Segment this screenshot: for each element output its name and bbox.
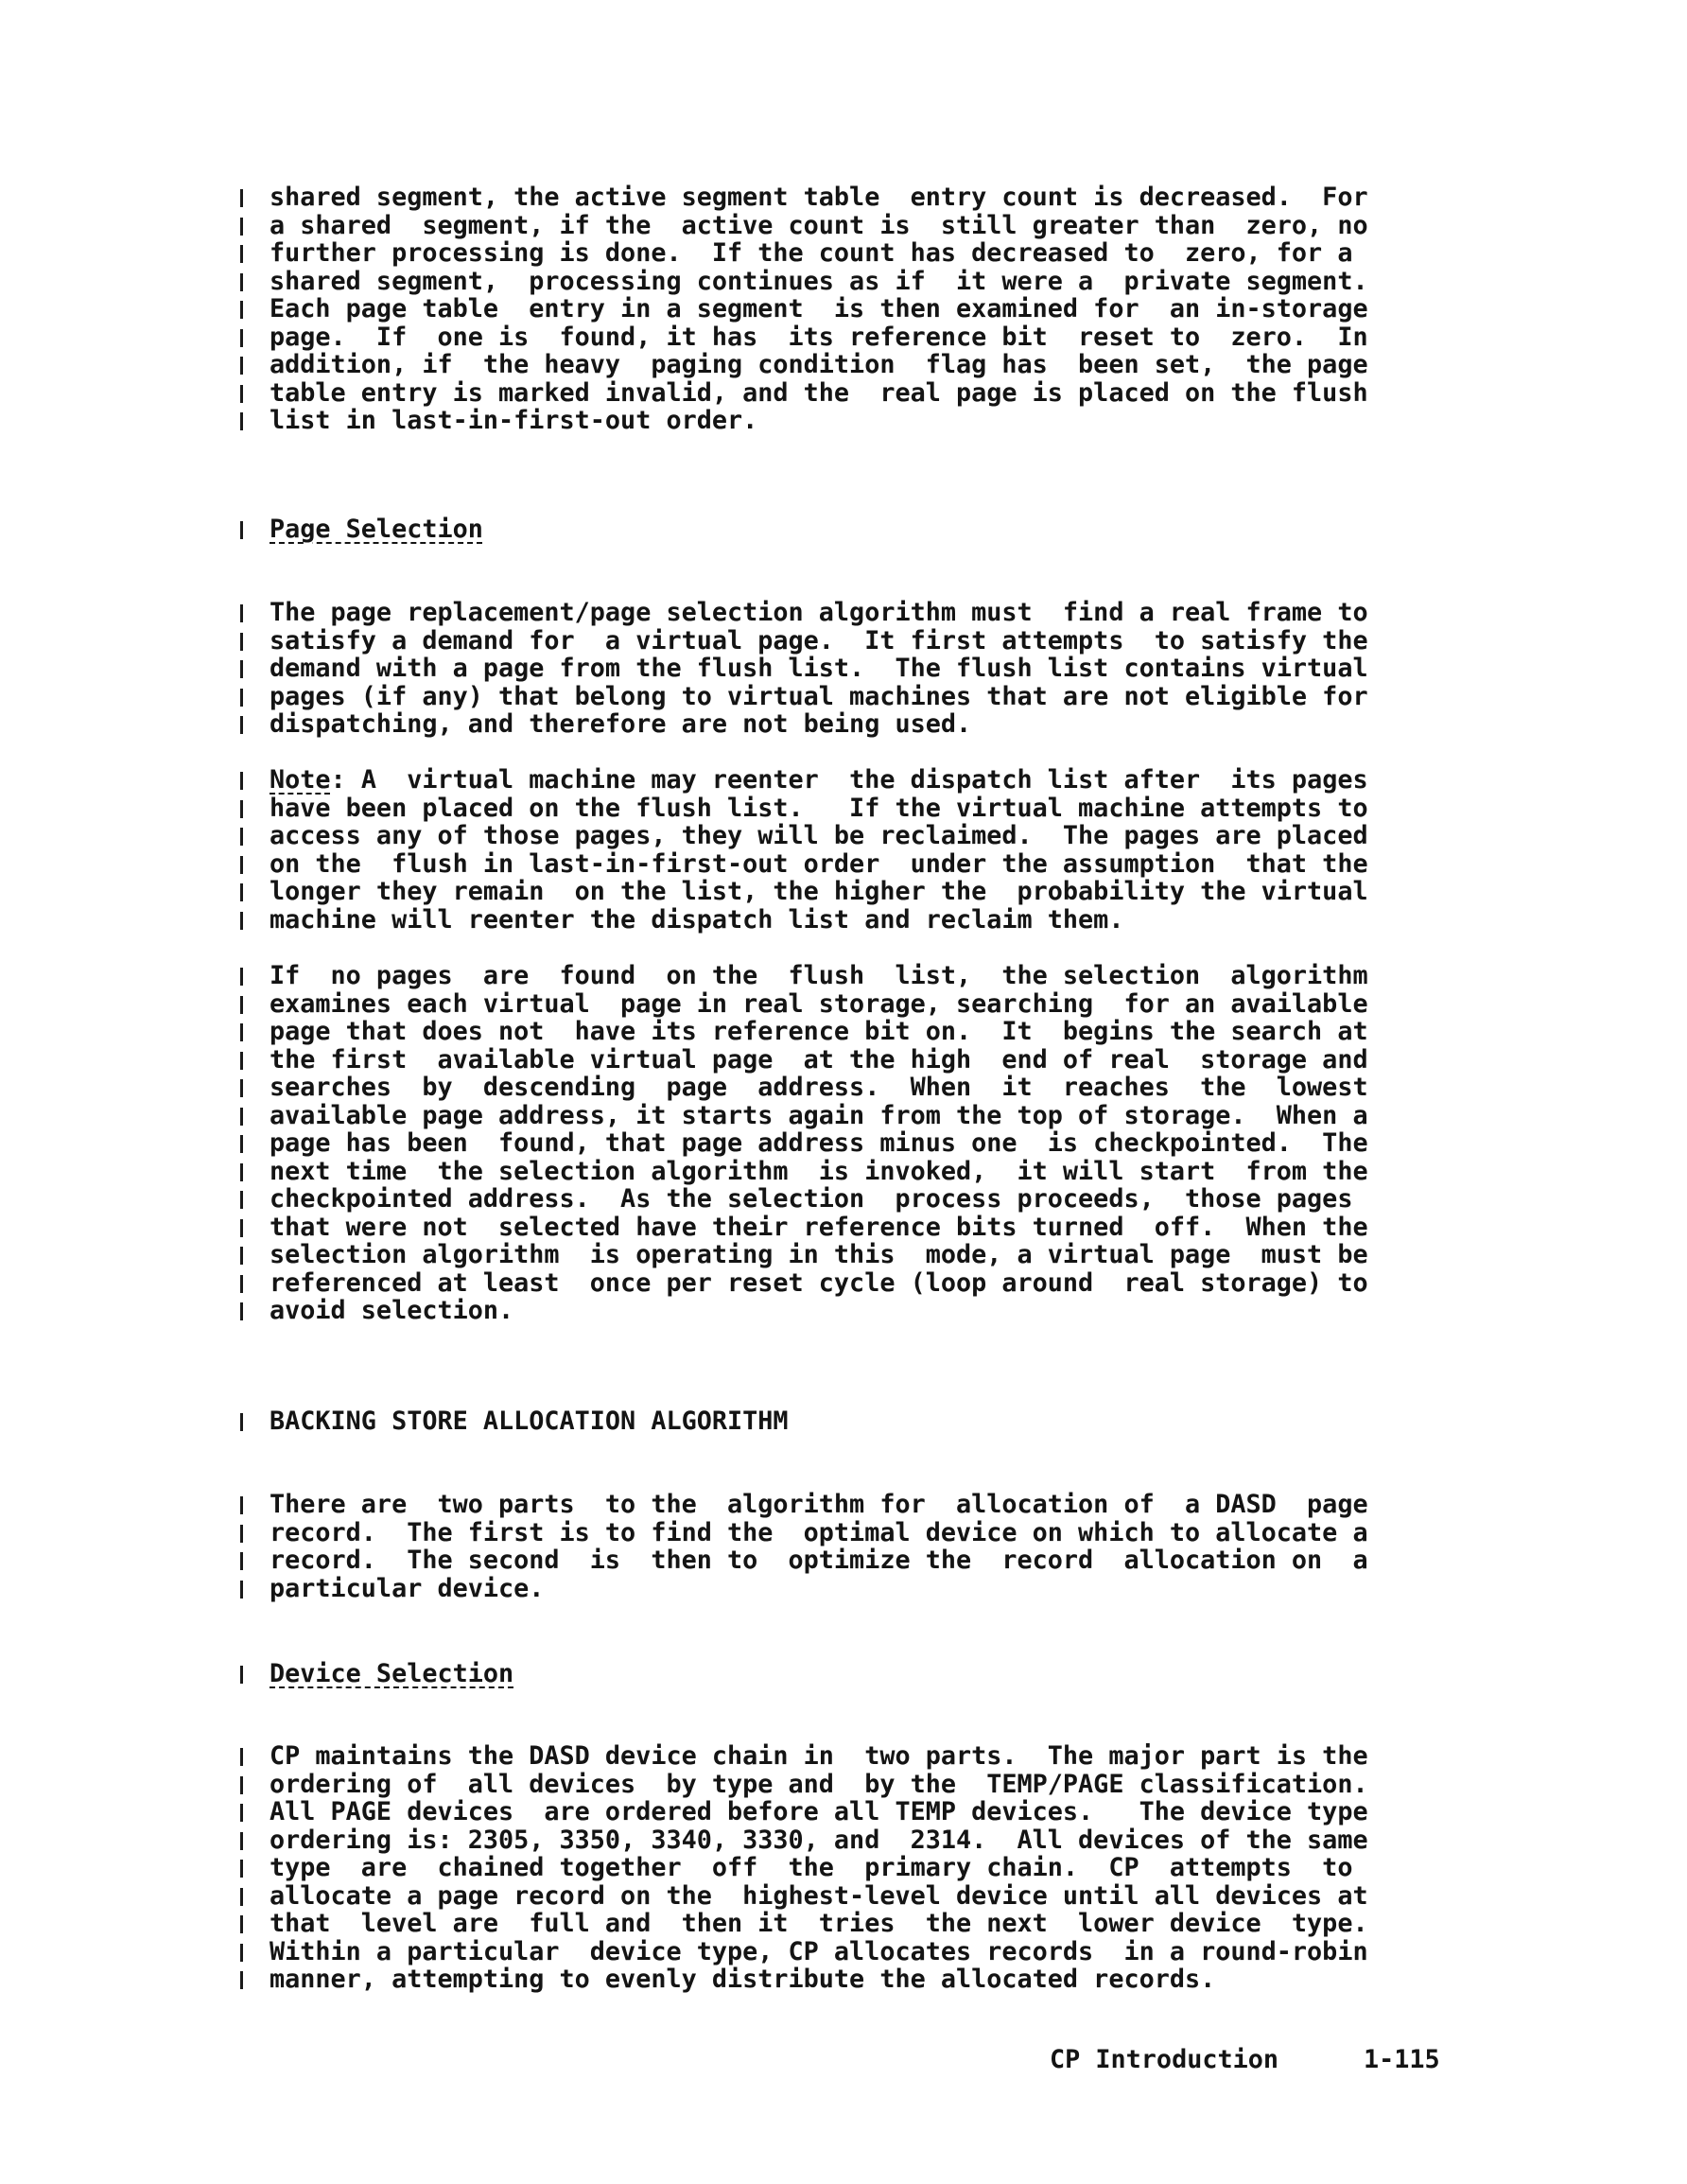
text-line xyxy=(0,990,1687,1019)
text-line xyxy=(0,1269,1687,1298)
revision-bar xyxy=(240,1581,243,1599)
revision-bar xyxy=(240,772,243,790)
paragraph-note xyxy=(0,766,1687,934)
revision-bar xyxy=(240,218,243,236)
revision-bar xyxy=(240,1804,243,1822)
revision-bar xyxy=(240,633,243,651)
text-line xyxy=(0,1046,1687,1075)
revision-bar xyxy=(240,1108,243,1126)
text-line xyxy=(0,795,1687,823)
line-text: access any of those pages, they will be reclaimed. The pages are placed xyxy=(270,821,1368,850)
line-text: allocate a page record on the highest-level device until all devices at xyxy=(270,1880,1368,1911)
heading-line xyxy=(0,1407,1687,1436)
heading-device-selection xyxy=(0,1660,1687,1688)
revision-bar xyxy=(240,716,243,734)
revision-bar xyxy=(240,996,243,1014)
text-line xyxy=(0,850,1687,879)
text-line xyxy=(0,379,1687,408)
line-text: list in last-in-first-out order. xyxy=(270,406,758,435)
text-line xyxy=(0,295,1687,323)
revision-bar xyxy=(240,604,243,622)
line-text: searches by descending page address. When it reaches the lowest xyxy=(270,1073,1368,1102)
text-line xyxy=(0,1771,1687,1799)
line-text: available page address, it starts again from the top of storage. When a xyxy=(270,1100,1368,1130)
line-text: machine will reenter the dispatch list and reclaim them. xyxy=(270,904,1124,935)
revision-bar xyxy=(240,800,243,818)
text-line xyxy=(0,655,1687,683)
paragraph-no-pages xyxy=(0,962,1687,1325)
text-line xyxy=(0,683,1687,711)
text-line xyxy=(0,1102,1687,1130)
text-line xyxy=(0,1241,1687,1269)
heading-backing-store xyxy=(0,1407,1687,1436)
line-text: table entry is marked invalid, and the real page is placed on the flush xyxy=(270,377,1368,408)
line-text: There are two parts to the algorithm for allocation of a DASD page xyxy=(270,1490,1368,1519)
text-line xyxy=(0,1074,1687,1102)
revision-bar xyxy=(240,329,243,347)
revision-bar xyxy=(240,912,243,930)
revision-bar xyxy=(240,1275,243,1293)
text-line xyxy=(0,351,1687,379)
text-line xyxy=(0,1519,1687,1547)
revision-bar xyxy=(240,1163,243,1181)
line-text: referenced at least once per reset cycle (loop around real storage) to xyxy=(270,1267,1368,1298)
line-text: If no pages are found on the flush list, the selection algorithm xyxy=(270,961,1368,990)
text-line xyxy=(0,1575,1687,1603)
revision-bar xyxy=(240,1219,243,1237)
line-text: that level are full and then it tries the next lower device type. xyxy=(270,1909,1368,1938)
paragraph-page-replacement xyxy=(0,599,1687,739)
line-text: page. If one is found, it has its reference bit reset to zero. In xyxy=(270,322,1368,352)
line-text: examines each virtual page in real storage, searching for an available xyxy=(270,988,1368,1019)
revision-bar xyxy=(240,1496,243,1514)
revision-bar xyxy=(240,1552,243,1570)
revision-bar xyxy=(240,660,243,678)
revision-bar xyxy=(240,1971,243,1989)
text-line xyxy=(0,1214,1687,1242)
text-line xyxy=(0,822,1687,850)
text-line xyxy=(0,1546,1687,1575)
text-line xyxy=(0,878,1687,906)
heading-line xyxy=(0,515,1687,544)
heading-text: Device Selection xyxy=(270,1659,514,1688)
line-text: The page replacement/page selection algorithm must find a real frame to xyxy=(270,598,1368,627)
line-text: record. The first is to find the optimal device on which to allocate a xyxy=(270,1517,1368,1547)
text-line xyxy=(0,1742,1687,1771)
text-line xyxy=(0,1938,1687,1966)
revision-bar xyxy=(240,385,243,403)
line-text: demand with a page from the flush list. The flush list contains virtual xyxy=(270,654,1368,683)
footer-title: CP Introduction xyxy=(1050,2045,1278,2074)
line-text: record. The second is then to optimize the record allocation on a xyxy=(270,1546,1368,1575)
text-line xyxy=(0,1882,1687,1911)
revision-bar xyxy=(240,357,243,375)
line-text: Within a particular device type, CP allocates records in a round-robin xyxy=(270,1936,1368,1966)
paragraph-shared-segment xyxy=(0,183,1687,435)
line-text: longer they remain on the list, the higher the probability the virtual xyxy=(270,877,1368,906)
text-line xyxy=(0,1018,1687,1046)
text-line xyxy=(0,1854,1687,1882)
line-text: pages (if any) that belong to virtual machines that are not eligible for xyxy=(270,681,1368,711)
line-text: further processing is done. If the count has decreased to zero, for a xyxy=(270,238,1353,268)
note-text: : A virtual machine may reenter the dispatch list after its pages xyxy=(330,765,1368,795)
line-text: page has been found, that page address minus one is checkpointed. The xyxy=(270,1128,1368,1158)
text-line xyxy=(0,1129,1687,1158)
text-line xyxy=(0,268,1687,296)
text-line xyxy=(0,627,1687,655)
paragraph-backing-store xyxy=(0,1491,1687,1602)
revision-bar xyxy=(240,273,243,291)
revision-bar xyxy=(240,856,243,874)
text-line xyxy=(0,212,1687,240)
revision-bar xyxy=(240,245,243,263)
text-line xyxy=(0,710,1687,739)
revision-bar xyxy=(240,1525,243,1543)
line-text: that were not selected have their reference bits turned off. When the xyxy=(270,1212,1368,1242)
line-text: satisfy a demand for a virtual page. It first attempts to satisfy the xyxy=(270,625,1368,655)
text-line xyxy=(0,239,1687,268)
revision-bar xyxy=(240,828,243,846)
revision-bar xyxy=(240,1776,243,1794)
line-text: Each page table entry in a segment is then examined for an in-storage xyxy=(270,294,1368,323)
page-footer xyxy=(1050,2045,1440,2074)
revision-bar xyxy=(240,1915,243,1933)
text-line xyxy=(0,1910,1687,1938)
text-line xyxy=(0,407,1687,435)
heading-page-selection xyxy=(0,515,1687,544)
revision-bar xyxy=(240,1413,243,1431)
line-text: All PAGE devices are ordered before all TEMP devices. The device type xyxy=(270,1797,1368,1826)
revision-bar xyxy=(240,689,243,707)
revision-bar xyxy=(240,1302,243,1320)
text-line xyxy=(0,766,1687,795)
line-text: dispatching, and therefore are not being used. xyxy=(270,709,972,739)
line-text: shared segment, the active segment table entry count is decreased. For xyxy=(270,183,1368,212)
text-line xyxy=(0,1491,1687,1519)
line-text: manner, attempting to evenly distribute the allocated records. xyxy=(270,1965,1216,1994)
revision-bar xyxy=(240,412,243,430)
line-text: selection algorithm is operating in this mode, a virtual page must be xyxy=(270,1240,1368,1269)
line-text: checkpointed address. As the selection process proceeds, those pages xyxy=(270,1184,1353,1214)
line-text: the first available virtual page at the high end of real storage and xyxy=(270,1044,1368,1075)
heading-text: BACKING STORE ALLOCATION ALGORITHM xyxy=(270,1406,789,1436)
revision-bar xyxy=(240,1052,243,1070)
revision-bar xyxy=(240,1888,243,1906)
text-line xyxy=(0,599,1687,627)
revision-bar xyxy=(240,1191,243,1209)
text-line xyxy=(0,1158,1687,1186)
revision-bar xyxy=(240,301,243,319)
text-line xyxy=(0,1966,1687,1994)
text-line xyxy=(0,906,1687,935)
revision-bar xyxy=(240,1860,243,1878)
revision-bar xyxy=(240,1748,243,1766)
heading-line xyxy=(0,1660,1687,1688)
text-line xyxy=(0,1798,1687,1826)
line-text: a shared segment, if the active count is still greater than zero, no xyxy=(270,210,1368,240)
text-line xyxy=(0,962,1687,990)
text-line xyxy=(0,1185,1687,1214)
text-line xyxy=(0,1826,1687,1855)
revision-bar xyxy=(240,968,243,986)
line-text: page that does not have its reference bit on. It begins the search at xyxy=(270,1017,1368,1046)
line-text: next time the selection algorithm is invoked, it will start from the xyxy=(270,1156,1368,1186)
revision-bar xyxy=(240,1666,243,1684)
line-text: particular device. xyxy=(270,1573,545,1603)
line-text: shared segment, processing continues as if it were a private segment. xyxy=(270,266,1368,296)
text-line xyxy=(0,183,1687,212)
revision-bar xyxy=(240,1023,243,1041)
revision-bar xyxy=(240,883,243,901)
text-line xyxy=(0,1297,1687,1325)
revision-bar xyxy=(240,1247,243,1265)
text-line xyxy=(0,323,1687,352)
revision-bar xyxy=(240,1944,243,1962)
line-text: addition, if the heavy paging condition flag has been set, the page xyxy=(270,350,1368,379)
page-number: 1-115 xyxy=(1364,2045,1440,2074)
revision-bar xyxy=(240,189,243,207)
line-text: CP maintains the DASD device chain in two parts. The major part is the xyxy=(270,1741,1368,1771)
heading-text: Page Selection xyxy=(270,515,483,544)
revision-bar xyxy=(240,521,243,539)
line-text: have been placed on the flush list. If the virtual machine attempts to xyxy=(270,793,1368,823)
note-label: Note xyxy=(270,765,331,795)
line-text: on the flush in last-in-first-out order under the assumption that the xyxy=(270,848,1368,879)
revision-bar xyxy=(240,1079,243,1097)
revision-bar xyxy=(240,1135,243,1153)
line-text: ordering of all devices by type and by the TEMP/PAGE classification. xyxy=(270,1769,1368,1799)
line-text: ordering is: 2305, 3350, 3340, 3330, and 2314. All devices of the same xyxy=(270,1825,1368,1855)
line-text: type are chained together off the primary chain. CP attempts to xyxy=(270,1853,1353,1882)
line-text: avoid selection. xyxy=(270,1296,514,1325)
revision-bar xyxy=(240,1832,243,1850)
line-text xyxy=(270,766,1368,795)
paragraph-device-selection xyxy=(0,1742,1687,1994)
